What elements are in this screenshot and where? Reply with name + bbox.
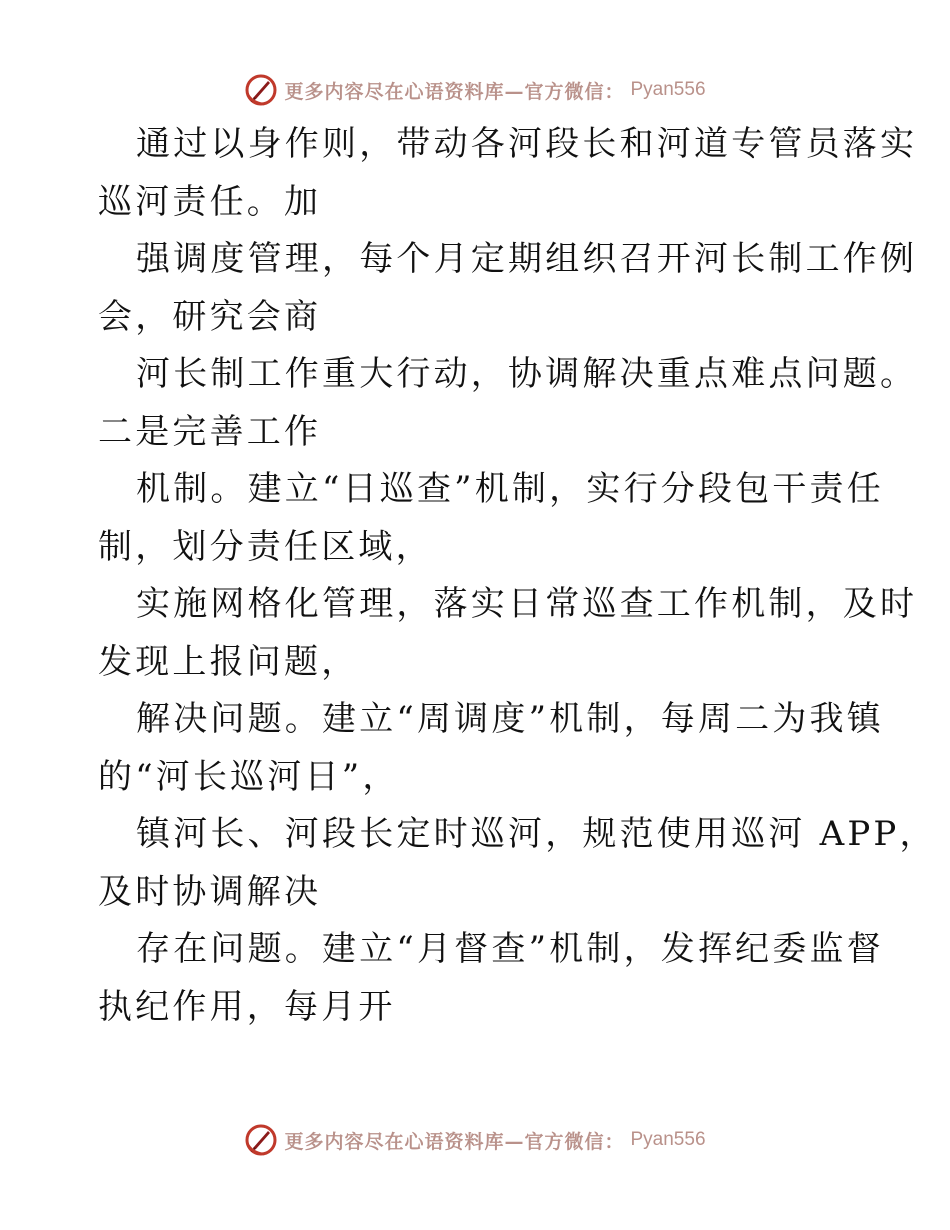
- body-line: 镇河长、河段长定时巡河，规范使用巡河 APP，: [136, 814, 937, 854]
- body-line: 巡河责任。加: [98, 181, 322, 222]
- body-line: 实施网格化管理，落实日常巡查工作机制，及时: [136, 584, 918, 624]
- watermark-wechat-id: Pyan556: [630, 1129, 706, 1150]
- body-line: 执纪作用，每月开: [98, 986, 396, 1027]
- body-line: 存在问题。建立“月督查”机制，发挥纪委监督: [136, 929, 884, 969]
- watermark-text: 更多内容尽在心语资料库—官方微信：: [284, 80, 625, 103]
- body-line: 发现上报问题，: [98, 641, 359, 682]
- watermark-text: 更多内容尽在心语资料库—官方微信：: [284, 1130, 625, 1153]
- body-line: 制，划分责任区域，: [98, 526, 433, 567]
- body-line: 机制。建立“日巡查”机制，实行分段包干责任: [136, 469, 884, 509]
- body-line: 二是完善工作: [98, 411, 322, 452]
- quill-logo-icon: [244, 73, 278, 107]
- header-watermark: [0, 70, 950, 110]
- body-line: 强调度管理，每个月定期组织召开河长制工作例: [136, 239, 918, 279]
- body-line: 的“河长巡河日”，: [98, 756, 400, 797]
- body-line: 解决问题。建立“周调度”机制，每周二为我镇: [136, 699, 884, 739]
- body-line: 会，研究会商: [98, 296, 322, 337]
- body-line: 通过以身作则，带动各河段长和河道专管员落实: [136, 124, 918, 164]
- document-body: [98, 116, 937, 1036]
- body-line: 及时协调解决: [98, 871, 322, 912]
- watermark-wechat-id: Pyan556: [630, 79, 706, 100]
- quill-logo-icon: [244, 1123, 278, 1157]
- footer-watermark: [0, 1120, 950, 1160]
- body-line: 河长制工作重大行动，协调解决重点难点问题。: [136, 354, 918, 394]
